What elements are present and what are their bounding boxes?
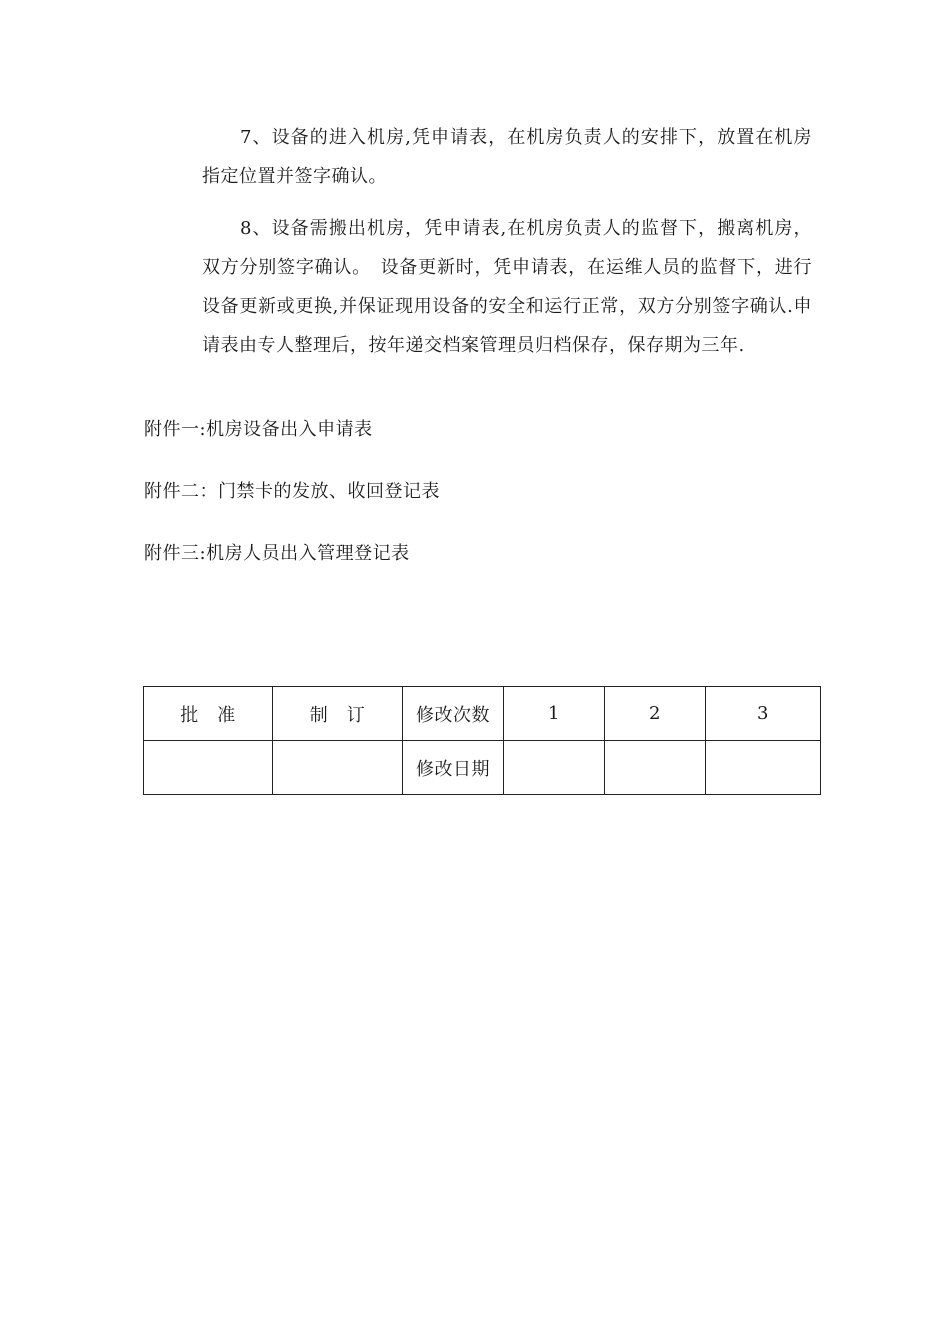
approve-label-cell <box>144 687 273 741</box>
revision-table-date-row <box>144 741 821 795</box>
revision-date-label: 修改日期 <box>403 741 504 795</box>
revision-number-1: 1 <box>504 687 605 741</box>
revision-date-2 <box>605 741 706 795</box>
paragraph-item-8 <box>202 209 812 365</box>
paragraph-item-7-text: 7、设备的进入机房,凭申请表，在机房负责人的安排下，放置在机房指定位置并签字确认。 <box>202 127 812 187</box>
paragraph-item-7 <box>202 118 812 196</box>
paragraph-item-8-text: 8、设备需搬出机房，凭申请表,在机房负责人的监督下，搬离机房，双方分别签字确认。 设备更新时，凭申请表，在运维人员的监督下，进行设备更新或更换,并保证现用设备的安全和运行正常，双方分别签字确认.申请表由专人整理后，按年递交档案管理员归档保存，保存期为三年. <box>202 218 812 356</box>
revision-number-2: 2 <box>605 687 706 741</box>
revision-number-3: 3 <box>706 687 821 741</box>
attachment-3: 附件三:机房人员出入管理登记表 <box>144 543 410 564</box>
approve-value-cell <box>144 741 273 795</box>
revision-date-1 <box>504 741 605 795</box>
approve-label: 批 准 <box>180 704 236 726</box>
revision-count-label: 修改次数 <box>403 687 504 741</box>
revision-date-3 <box>706 741 821 795</box>
draft-value-cell <box>273 741 403 795</box>
attachment-1: 附件一:机房设备出入申请表 <box>144 419 373 440</box>
revision-table <box>143 686 821 795</box>
draft-label: 制 订 <box>309 704 366 726</box>
revision-table-header-row <box>144 687 821 741</box>
attachment-2: 附件二：门禁卡的发放、收回登记表 <box>144 481 440 502</box>
draft-label-cell <box>273 687 403 741</box>
